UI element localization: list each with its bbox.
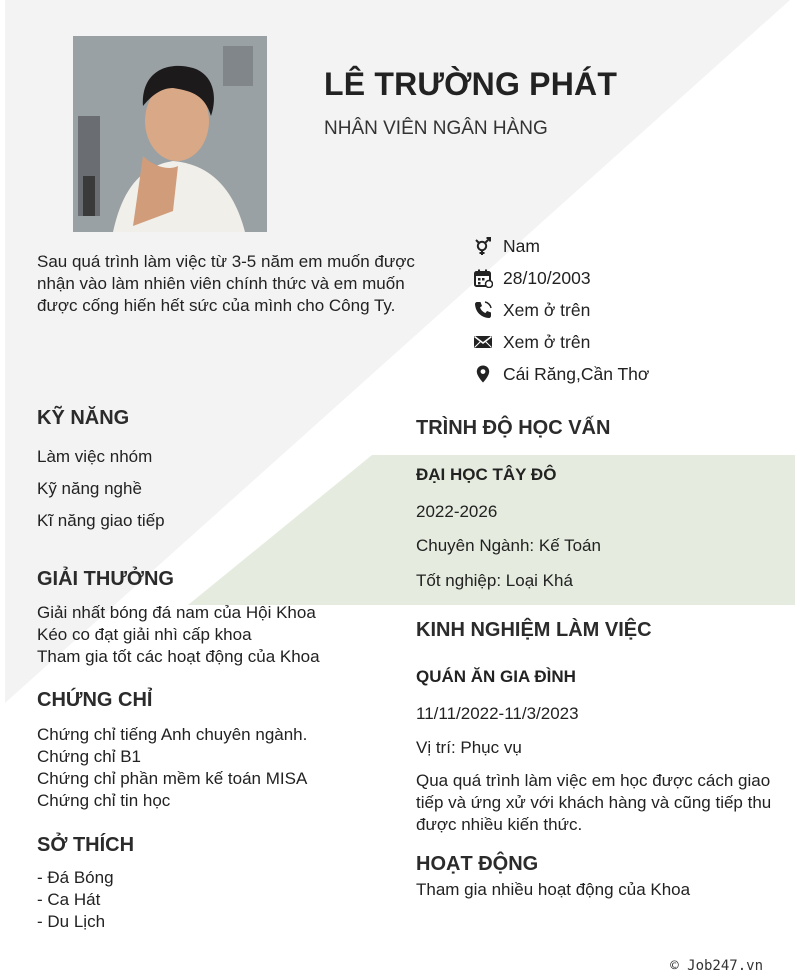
phone-icon	[472, 299, 494, 321]
certificate-item: Chứng chỉ tiếng Anh chuyên ngành.	[37, 725, 308, 744]
birthday-value: 28/10/2003	[503, 267, 591, 288]
email-value: Xem ở trên	[503, 331, 591, 352]
certificate-item: Chứng chỉ B1	[37, 747, 141, 766]
hobbies-list	[37, 867, 114, 933]
contact-row-gender	[472, 230, 649, 262]
skill-item: Kĩ năng giao tiếp	[37, 511, 165, 530]
address-value: Cái Răng,Cần Thơ	[503, 363, 650, 384]
footer-watermark[interactable]: © Job247.vn	[670, 958, 763, 974]
contact-info	[472, 230, 649, 390]
education-heading: TRÌNH ĐỘ HỌC VẤN	[416, 417, 611, 439]
education-grade: Tốt nghiệp: Loại Khá	[416, 571, 573, 590]
candidate-name: LÊ TRƯỜNG PHÁT	[324, 66, 618, 102]
skill-item: Làm việc nhóm	[37, 447, 153, 466]
hobby-item: - Đá Bóng	[37, 868, 114, 887]
certificate-item: Chứng chỉ phần mềm kế toán MISA	[37, 769, 308, 788]
award-item: Kéo co đạt giải nhì cấp khoa	[37, 625, 252, 644]
experience-description: Qua quá trình làm việc em học được cách giao tiếp và ứng xử với khách hàng và cũng tiếp thu được nhiều kiến thức.	[416, 771, 772, 834]
contact-row-birthday	[472, 262, 649, 294]
awards-heading: GIẢI THƯỞNG	[37, 568, 174, 590]
school-name: ĐẠI HỌC TÂY ĐÔ	[416, 465, 557, 484]
gender-icon	[472, 235, 494, 257]
experience-heading: KINH NGHIỆM LÀM VIỆC	[416, 619, 652, 641]
hobby-item: - Ca Hát	[37, 890, 101, 909]
contact-row-email	[472, 326, 649, 358]
activities-heading: HOẠT ĐỘNG	[416, 853, 539, 875]
experience-period: 11/11/2022-11/3/2023	[416, 704, 579, 723]
education-period: 2022-2026	[416, 502, 498, 521]
hobbies-heading: SỞ THÍCH	[37, 834, 135, 856]
award-item: Tham gia tốt các hoạt động của Khoa	[37, 647, 320, 666]
calendar-icon	[472, 267, 494, 289]
certificates-list	[37, 724, 307, 812]
company-name: QUÁN ĂN GIA ĐÌNH	[416, 667, 576, 686]
career-summary: Sau quá trình làm việc từ 3-5 năm em muốn được nhận vào làm nhiên viên chính thức và em muốn được cống hiến hết sức của mình cho Công Ty.	[37, 252, 415, 315]
certificate-item: Chứng chỉ tin học	[37, 791, 171, 810]
gender-value: Nam	[503, 235, 540, 256]
phone-value: Xem ở trên	[503, 299, 591, 320]
activities-text: Tham gia nhiều hoạt động của Khoa	[416, 880, 691, 899]
location-icon	[472, 363, 494, 385]
profile-photo	[73, 36, 267, 232]
award-item: Giải nhất bóng đá nam của Hội Khoa	[37, 603, 316, 622]
contact-row-address	[472, 358, 649, 390]
skills-heading: KỸ NĂNG	[37, 407, 130, 429]
contact-row-phone	[472, 294, 649, 326]
mail-icon	[472, 331, 494, 353]
skill-item: Kỹ năng nghề	[37, 479, 142, 498]
job-title: NHÂN VIÊN NGÂN HÀNG	[324, 118, 548, 139]
education-major: Chuyên Ngành: Kế Toán	[416, 536, 601, 555]
experience-position: Vị trí: Phục vụ	[416, 738, 522, 757]
awards-list	[37, 602, 320, 668]
certificates-heading: CHỨNG CHỈ	[37, 689, 153, 711]
hobby-item: - Du Lịch	[37, 912, 106, 931]
